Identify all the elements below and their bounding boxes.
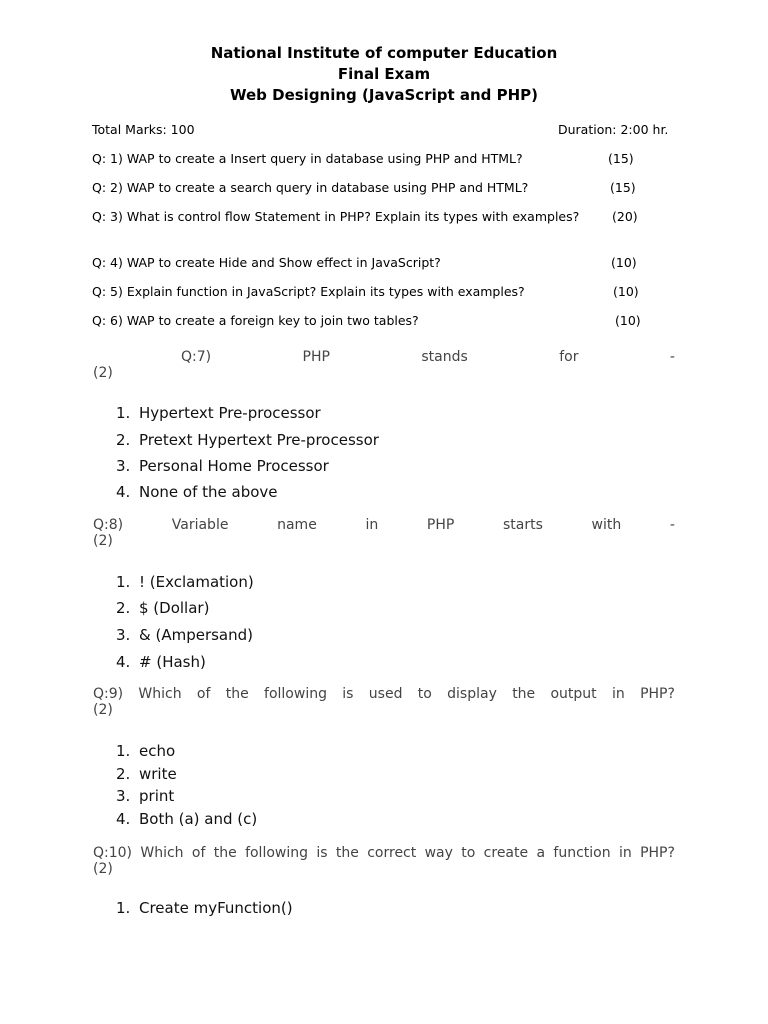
question-text: Q: 5) Explain function in JavaScript? Explain its types with examples? (92, 284, 525, 299)
mcq-word: to (461, 845, 476, 861)
mcq-word: Q:10) (93, 845, 133, 861)
subject-title: Web Designing (JavaScript and PHP) (229, 86, 538, 104)
question-text: Q: 6) WAP to create a foreign key to join two tables? (92, 313, 419, 328)
mcq-word: for (559, 349, 579, 365)
mcq-option-text: write (139, 765, 177, 783)
mcq-word: in (618, 845, 632, 861)
mcq-option: 3. & (Ampersand) (116, 626, 253, 644)
question-marks: (10) (611, 255, 637, 270)
mcq-question-line (93, 517, 675, 533)
mcq-word: the (335, 845, 359, 861)
mcq-option-text: ! (Exclamation) (139, 573, 254, 591)
mcq-question-line (93, 686, 675, 702)
mcq-option-text: $ (Dollar) (139, 599, 210, 617)
mcq-marks: (2) (93, 365, 113, 381)
question-marks: (15) (610, 180, 636, 195)
mcq-word: with (591, 517, 622, 533)
mcq-word: Q:9) (93, 686, 124, 702)
mcq-word: PHP? (640, 845, 675, 861)
mcq-word: following (264, 686, 327, 702)
question-text: Q: 2) WAP to create a search query in database using PHP and HTML? (92, 180, 529, 195)
mcq-word: in (611, 686, 625, 702)
mcq-option-text: echo (139, 742, 176, 760)
mcq-option-text: Personal Home Processor (139, 457, 329, 475)
mcq-word: stands (421, 349, 468, 365)
institute-title: National Institute of computer Education (210, 44, 558, 62)
mcq-option: 3. Personal Home Processor (116, 457, 329, 475)
question-text: Q: 1) WAP to create a Insert query in database using PHP and HTML? (92, 151, 523, 166)
mcq-word: the (512, 686, 536, 702)
mcq-word: is (342, 686, 354, 702)
mcq-question-8 (93, 517, 675, 549)
mcq-option: 4. None of the above (116, 483, 278, 501)
mcq-word: create (483, 845, 529, 861)
mcq-option-text: print (139, 787, 175, 805)
mcq-marks: (2) (93, 861, 113, 877)
mcq-word: - (669, 349, 675, 365)
mcq-question-line (93, 349, 675, 365)
question-marks: (15) (608, 151, 634, 166)
mcq-word: display (447, 686, 497, 702)
mcq-option-text: # (Hash) (139, 653, 206, 671)
question-marks: (10) (613, 284, 639, 299)
mcq-option: 1. Hypertext Pre-processor (116, 404, 321, 422)
mcq-word: Q:8) (93, 517, 124, 533)
mcq-word: PHP (426, 517, 455, 533)
mcq-option: 1. echo (116, 742, 176, 760)
mcq-question-10 (93, 845, 675, 877)
mcq-option: 1. ! (Exclamation) (116, 573, 254, 591)
question-marks: (20) (612, 209, 638, 224)
mcq-word: Q:7) (181, 349, 212, 365)
mcq-word: the (213, 845, 237, 861)
question-text: Q: 3) What is control flow Statement in PHP? Explain its types with examples? (92, 209, 580, 224)
mcq-option: 2. $ (Dollar) (116, 599, 210, 617)
mcq-word: used (368, 686, 403, 702)
mcq-word: of (196, 686, 211, 702)
mcq-option: 2. write (116, 765, 177, 783)
mcq-option-text: Pretext Hypertext Pre-processor (139, 431, 379, 449)
question-3 (92, 209, 652, 227)
mcq-word: Which (138, 686, 182, 702)
question-6 (92, 313, 652, 331)
mcq-marks: (2) (93, 702, 113, 718)
mcq-option: 3. print (116, 787, 175, 805)
mcq-word: a (536, 845, 546, 861)
mcq-word: PHP (302, 349, 330, 365)
mcq-word: of (191, 845, 206, 861)
mcq-option-text: Hypertext Pre-processor (139, 404, 321, 422)
mcq-option: 4. Both (a) and (c) (116, 810, 258, 828)
total-marks: Total Marks: 100 (92, 122, 195, 137)
mcq-word: function (553, 845, 611, 861)
duration: Duration: 2:00 hr. (558, 122, 669, 137)
question-marks: (10) (615, 313, 641, 328)
mcq-word: the (225, 686, 249, 702)
question-5 (92, 284, 652, 302)
mcq-option: 2. Pretext Hypertext Pre-processor (116, 431, 379, 449)
mcq-question-7 (93, 349, 675, 381)
mcq-option-text: Both (a) and (c) (139, 810, 258, 828)
mcq-word: correct (367, 845, 417, 861)
mcq-word: to (417, 686, 432, 702)
question-2 (92, 180, 652, 198)
mcq-word: is (316, 845, 328, 861)
mcq-word: following (245, 845, 309, 861)
mcq-option: 1. Create myFunction() (116, 899, 293, 917)
mcq-question-9 (93, 686, 675, 718)
mcq-word: name (277, 517, 317, 533)
mcq-word: Which (140, 845, 184, 861)
exam-title: Final Exam (337, 65, 431, 83)
question-4 (92, 255, 652, 273)
question-text: Q: 4) WAP to create Hide and Show effect in JavaScript? (92, 255, 441, 270)
mcq-word: PHP? (640, 686, 675, 702)
mcq-option-text: Create myFunction() (139, 899, 293, 917)
mcq-option-text: & (Ampersand) (139, 626, 253, 644)
mcq-word: in (365, 517, 379, 533)
mcq-word: starts (502, 517, 543, 533)
mcq-question-line (93, 845, 675, 861)
mcq-word: Variable (171, 517, 229, 533)
mcq-marks: (2) (93, 533, 113, 549)
question-1 (92, 151, 652, 169)
mcq-word: output (550, 686, 597, 702)
mcq-option: 4. # (Hash) (116, 653, 206, 671)
mcq-word: way (424, 845, 453, 861)
mcq-word: - (669, 517, 675, 533)
mcq-option-text: None of the above (139, 483, 278, 501)
